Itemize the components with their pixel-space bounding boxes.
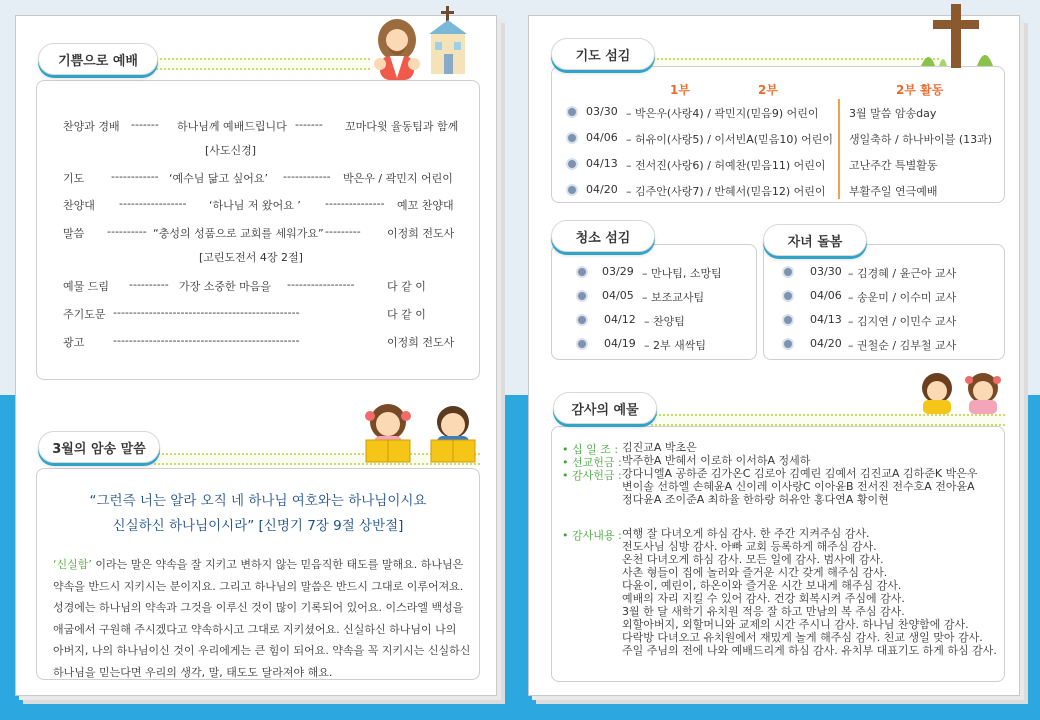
thanks-title: 감사의 예물 [553,392,657,424]
thanks-content-1: 여행 잘 다녀오게 하심 감사. 한 주간 지켜주심 감사. [622,527,870,540]
mission-names: 박주한A 반혜서 이로하 이서하A 정세하 [622,454,811,467]
thanks-content-3: 온천 다녀오게 하심 감사. 모든 일에 감사. 범사에 감사. [622,553,884,566]
verse-box [36,468,480,680]
thanks-names-1: 강다니엘A 공하준 김가온C 김로아 김예린 김예서 김진교A 김하준K 박은우 [622,467,978,480]
thanks-content-9: 다락방 다녀오고 유치원에서 재밌게 놀게 해주심 감사. 친교 생일 맞아 감사. [622,631,983,644]
thanks-content-10: 주일 주님의 전에 나와 예배드리게 하심 감사. 유치부 대표기도 하게 하심 감사. [622,644,997,657]
prayer-title: 기도 섬김 [551,38,655,70]
tithe-label: • 십 일 조 : [562,443,619,456]
thanks-content-7: 3월 한 달 새학기 유치원 적응 잘 하고 만남의 복 주심 감사. [622,605,905,618]
girl-reading-illustration [356,402,420,464]
thanks-title-line [651,414,1005,426]
part2-header: 2부 [758,83,778,97]
prayer-box: 1부 2부 2부 활동 03/30 – 박은우(사랑4) / 곽민지(믿음9) 어린이 3월 말씀 암송day 04/06 – 허유이(사랑5) / 이서빈A(믿음10) 어린이 생일축하 / 하나바이블 (13과) 04/13 – 전서진(사랑6) / 허예찬(믿음11) 어린이 고난주간 특별활동 04/20 – 김주안(사랑7) / 반혜서(믿음12) 어린이 부활주일 연극예배 [551,66,1005,203]
verse-title: 3월의 암송 말씀 [38,431,160,463]
verse-line-2: 신실하신 하나님이시라” [신명기 7장 9절 상반절] [112,518,404,534]
right-page [528,15,1020,696]
verse-explanation: ‘신실함’ 이라는 말은 약속을 잘 지키고 변하지 않는 믿음직한 태도를 말해요. 하나님은 약속을 반드시 지키시는 분이지요. 그리고 하나님의 말씀은 반드시 그대로 이루어져요. 성경에는 하나님의 약속과 그것을 이루신 것이 많이 기록되어 있어요. 이스라엘 백성을 애굽에서 구원해 주시겠다고 약속하시고 그대로 지키셨어요. 신실하신 하나님이 나의 아버지, 나의 하나님이신 것이 우리에게는 큰 힘이 되어요. 약속을 꼭 지키시는 신실하신 하나님을 믿는다면 우리의 생각, 말, 태도도 달라져야 해요. [53,558,471,679]
divider [838,99,840,199]
thanks-content-6: 예배의 자리 지킬 수 있어 감사. 건강 회복시켜 주심에 감사. [622,592,905,605]
care-title: 자녀 돌봄 [763,224,867,256]
worship-title: 기쁨으로 예배 [38,43,158,75]
thanks-box [551,426,1005,682]
worship-title-line [152,58,370,70]
left-page [15,15,497,696]
verse-line-1: “그런즉 너는 알라 오직 네 하나님 여호와는 하나님이시요 [89,493,427,509]
care-box: 03/30 – 김경혜 / 윤근아 교사 04/06 – 송운미 / 이수미 교사 04/13 – 김지연 / 이민수 교사 04/20 – 권철순 / 김부철 교사 [763,244,1005,360]
part2-activity-header: 2부 활동 [896,83,944,97]
thanks-content-8: 외할아버지, 외할머니와 교제의 시간 주시니 감사. 하나님 찬양함에 감사. [622,618,969,631]
mission-label: • 선교헌금 : [562,456,622,469]
clean-box: 03/29 – 만나팀, 소망팀 04/05 – 보조교사팀 04/12 – 찬양팀 04/19 – 2부 새싹팀 [551,244,757,360]
jesus-illustration [366,18,428,80]
part1-header: 1부 [670,83,690,97]
clean-title: 청소 섬김 [551,220,655,252]
church-illustration [421,4,479,78]
praying-kids-illustration [911,370,1011,414]
thanks-names-2: 변이솔 선하엘 손혜윤A 신이레 이사랑C 이아윤B 전서진 전수호A 전아윤A [622,480,975,493]
boy-reading-illustration [421,402,485,464]
thanks-content-label: • 감사내용 : [562,529,622,542]
thanks-content-4: 사촌 형들이 집에 놀러와 즐거운 시간 갖게 해주심 감사. [622,566,888,579]
worship-order-box: 찬양과 경배 ------- 하나님께 예배드립니다 ------- 꼬마다윗 율동팀과 함께 [사도신경] 기도 ------------ ‘예수님 닮고 싶어요’ ------------ 박은우 / 곽민지 어린이 찬양대 ----------------- ‘하나님 저 왔어요 ’ --------------- 예꼬 찬양대 말씀 ---------- “충성의 성품으로 교회를 세워가요” --------- 이정희 전도사 [고린도전서 4장 2절] 예물 드림 ---------- 가장 소중한 마음을 ----------------- 다 같 이 주기도문 ----------------------------------------------- 다 같 이 광고 ----------------------------------------------- 이정희 전도사 [36,80,480,380]
thanks-content-2: 전도사님 심방 감사. 아빠 교회 등록하게 해주심 감사. [622,540,877,553]
tithe-names: 김진교A 박초은 [622,441,697,454]
cross-illustration [919,4,999,68]
thanks-names-3: 정다윤A 조이준A 최하율 한하랑 허유안 홍다연A 황이현 [622,493,889,506]
thanks-content-5: 다윤이, 예린이, 하온이와 즐거운 시간 보내게 해주심 감사. [622,579,902,592]
thanks-offering-label: • 감사헌금 : [562,469,622,482]
